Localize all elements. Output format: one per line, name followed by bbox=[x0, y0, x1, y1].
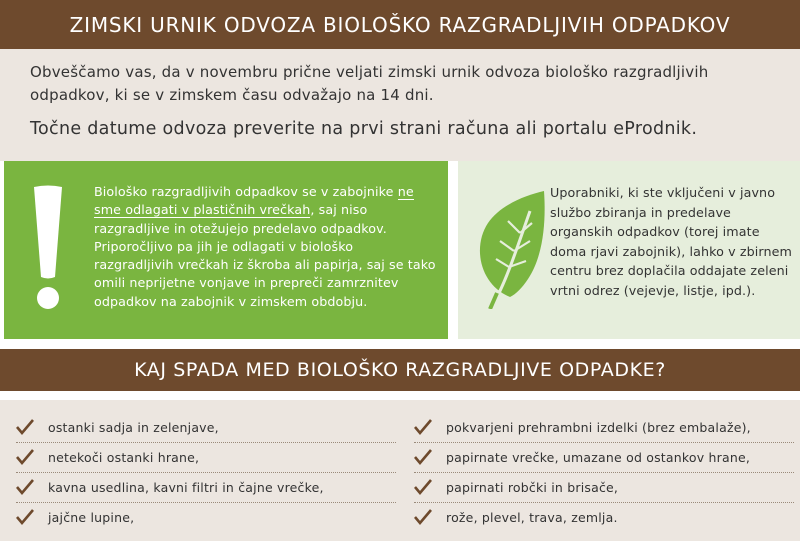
list-item-label: rože, plevel, trava, zemlja. bbox=[446, 509, 618, 525]
checkmark-icon bbox=[414, 418, 432, 436]
page-title: ZIMSKI URNIK ODVOZA BIOLOŠKO RAZGRADLJIVIH ODPADKOV bbox=[0, 0, 800, 49]
list-item bbox=[16, 472, 396, 502]
list-item bbox=[414, 502, 794, 532]
checkmark-icon bbox=[16, 448, 34, 466]
list-item-label: papirnate vrečke, umazane od ostankov hrane, bbox=[446, 449, 751, 465]
intro-paragraph: Obveščamo vas, da v novembru prične veljati zimski urnik odvoza biološko razgradljivih odpadkov, ki se v zimskem času odvažajo na 14 dni. bbox=[30, 63, 709, 104]
list-item bbox=[414, 442, 794, 472]
warning-text-part: , saj niso razgradljive in otežujejo predelavo odpadkov. Priporočljivo pa jih je odlagati v biološko razgradljivih vrečkah iz škroba ali papirja, saj se tako omili neprijetne vonjave in prepreči zamrznitev odpadkov na zabojnik v zimskem obdobju. bbox=[94, 202, 436, 309]
warning-text bbox=[94, 183, 436, 311]
checkmark-icon bbox=[414, 478, 432, 496]
garden-waste-panel bbox=[458, 161, 800, 339]
checkmark-icon bbox=[16, 418, 34, 436]
list-item-label: papirnati robčki in brisače, bbox=[446, 479, 619, 495]
exclamation-icon bbox=[28, 185, 68, 313]
checkmark-icon bbox=[414, 448, 432, 466]
list-item bbox=[414, 472, 794, 502]
checkmark-icon bbox=[16, 478, 34, 496]
intro-panel bbox=[0, 49, 800, 161]
list-item-label: ostanki sadja in zelenjave, bbox=[48, 419, 219, 435]
list-item-label: jajčne lupine, bbox=[48, 509, 135, 525]
garden-waste-text: Uporabniki, ki ste vključeni v javno službo zbiranja in predelave organskih odpadkov (torej imate doma rjavi zabojnik), lahko v zbirnem centru brez doplačila oddajate zeleni vrtni odrez (vejevje, listje, ipd.). bbox=[550, 185, 792, 298]
warning-underlined-text: ne sme odlagati v plastičnih vrečkah bbox=[94, 184, 414, 218]
checkmark-icon bbox=[16, 508, 34, 526]
list-item-label: pokvarjeni prehrambni izdelki (brez embalaže), bbox=[446, 419, 751, 435]
list-item bbox=[16, 442, 396, 472]
section-heading: KAJ SPADA MED BIOLOŠKO RAZGRADLJIVE ODPADKE? bbox=[0, 349, 800, 391]
leaf-icon bbox=[474, 189, 546, 309]
warning-text-part: Biološko razgradljivih odpadkov se v zabojnike bbox=[94, 184, 398, 199]
waste-list bbox=[0, 400, 800, 541]
checkmark-icon bbox=[414, 508, 432, 526]
list-item bbox=[16, 502, 396, 532]
list-column-left bbox=[16, 412, 396, 532]
list-column-right bbox=[414, 412, 794, 532]
list-item-label: kavna usedlina, kavni filtri in čajne vrečke, bbox=[48, 479, 324, 495]
intro-highlight: Točne datume odvoza preverite na prvi strani računa ali portalu eProdnik. bbox=[30, 119, 698, 139]
list-item-label: netekoči ostanki hrane, bbox=[48, 449, 200, 465]
plastic-bags-warning-panel bbox=[4, 161, 448, 339]
list-item bbox=[414, 412, 794, 442]
list-item bbox=[16, 412, 396, 442]
